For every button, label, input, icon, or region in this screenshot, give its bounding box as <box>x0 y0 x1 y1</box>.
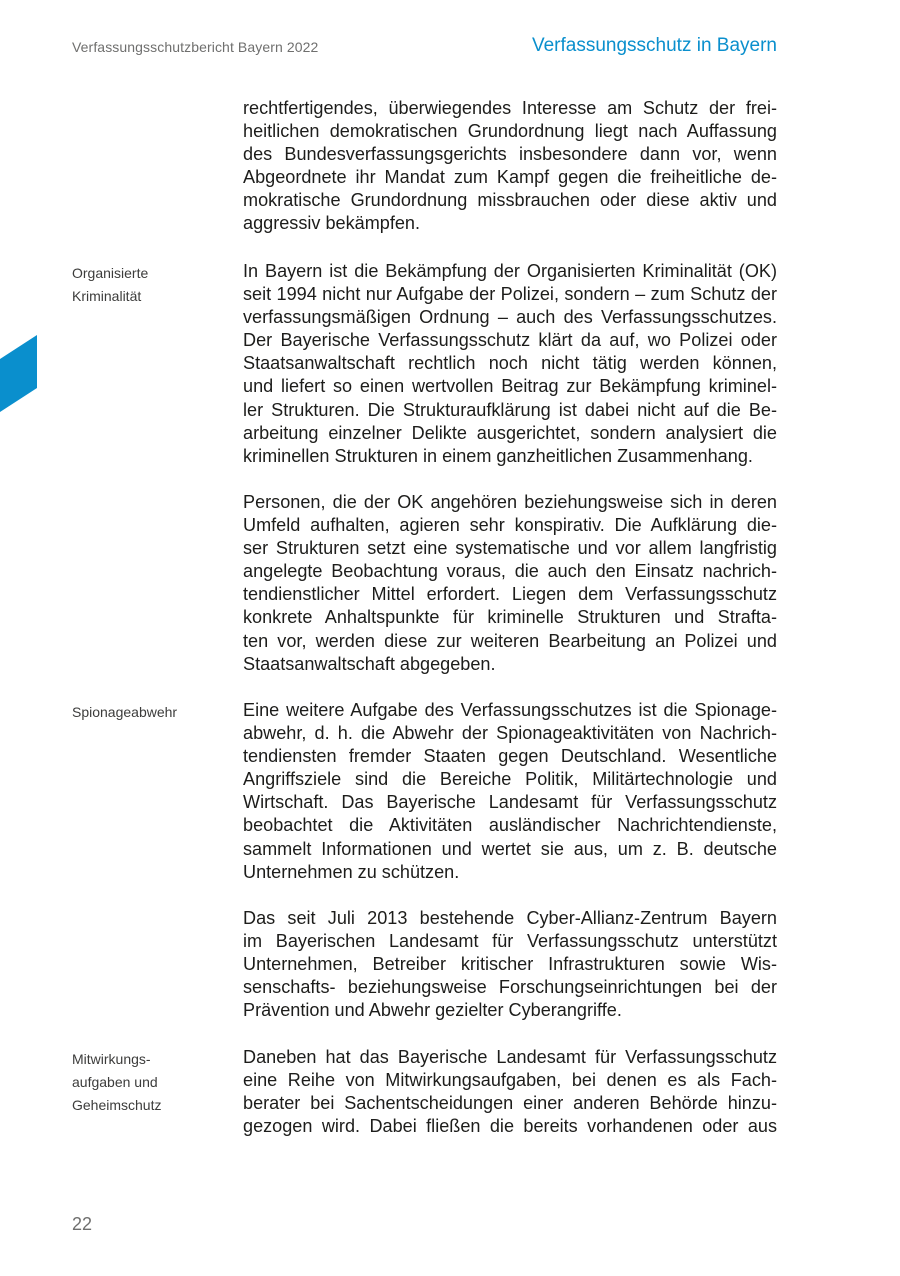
paragraph: Daneben hat das Bayerische Landesamt für Verfassungsschutz eine Reihe von Mitwirkungsaufgaben, bei denen es als Fach- berater bei Sachentscheidungen einer anderen Behörde hinzu- gezogen wird. Dabei fließen die bereits vorhandenen oder aus <box>243 1047 777 1137</box>
side-label-mitwirkungsaufgaben: Mitwirkungs- aufgaben und Geheimschutz <box>72 1051 162 1113</box>
side-label-spionageabwehr: Spionageabwehr <box>72 704 178 720</box>
page-number: 22 <box>72 1214 93 1234</box>
running-header-title: Verfassungsschutzbericht Bayern 2022 <box>72 39 319 55</box>
paragraph: In Bayern ist die Bekämpfung der Organisierten Kriminalität (OK) seit 1994 nicht nur Aufgabe der Polizei, sondern – zum Schutz der verfassungsmäßigen Ordnung – auch des Verfassungsschutzes. Der Bayerische Verfassungsschutz klärt da auf, wo Polizei oder Staatsanwaltschaft rechtlich noch nicht tätig werden können, und liefert so einen wertvollen Beitrag zur Bekämpfung kriminel- ler Strukturen. Die Strukturaufklärung ist dabei nicht auf die Be- arbeitung einzelner Delikte ausgerichtet, sondern analysiert die kriminellen Strukturen in einem ganzheitlichen Zusammenhang. <box>243 261 777 466</box>
paragraph: Personen, die der OK angehören beziehungsweise sich in deren Umfeld aufhalten, agieren sehr konspirativ. Die Aufklärung die- ser Strukturen setzt eine systematische und vor allem langfristig angelegte Beobachtung voraus, die auch den Einsatz nachrich- tendienstlicher Mittel erfordert. Liegen dem Verfassungsschutz konkrete Anhaltspunkte für kriminelle Strukturen und Strafta- ten vor, werden diese zur weiteren Bearbeitung an Polizei und Staatsanwaltschaft abgegeben. <box>243 492 777 674</box>
paragraph: Das seit Juli 2013 bestehende Cyber-Allianz-Zentrum Bayern im Bayerischen Landesamt für Verfassungsschutz unterstützt Unternehmen, Betreiber kritischer Infrastrukturen sowie Wis- senschafts- beziehungsweise Forschungseinrichtungen bei der Prävention und Abwehr gezielter Cyberangriffe. <box>243 908 777 1021</box>
side-label-organisierte-kriminalitaet: Organisierte Kriminalität <box>72 265 149 304</box>
chapter-tab-marker <box>0 335 37 412</box>
paragraph: rechtfertigendes, überwiegendes Interesse am Schutz der frei- heitlichen demokratischen Grundordnung liegt nach Auffassung des Bundesverfassungsgerichts insbesondere dann vor, wenn Abgeordnete ihr Mandat zum Kampf gegen die freiheitliche de- mokratische Grundordnung missbrauchen oder diese aktiv und aggressiv bekämpfen. <box>243 98 777 234</box>
paragraph: Eine weitere Aufgabe des Verfassungsschutzes ist die Spionage- abwehr, d. h. die Abwehr der Spionageaktivitäten von Nachrich- tendiensten fremder Staaten gegen Deutschland. Wesentliche Angriffsziele sind die Bereiche Politik, Militärtechnologie und Wirtschaft. Das Bayerische Landesamt für Verfassungsschutz beobachtet die Aktivitäten ausländischer Nachrichtendienste, sammelt Informationen und wertet sie aus, um z. B. deutsche Unternehmen zu schützen. <box>243 700 777 882</box>
running-header-chapter: Verfassungsschutz in Bayern <box>531 35 777 56</box>
